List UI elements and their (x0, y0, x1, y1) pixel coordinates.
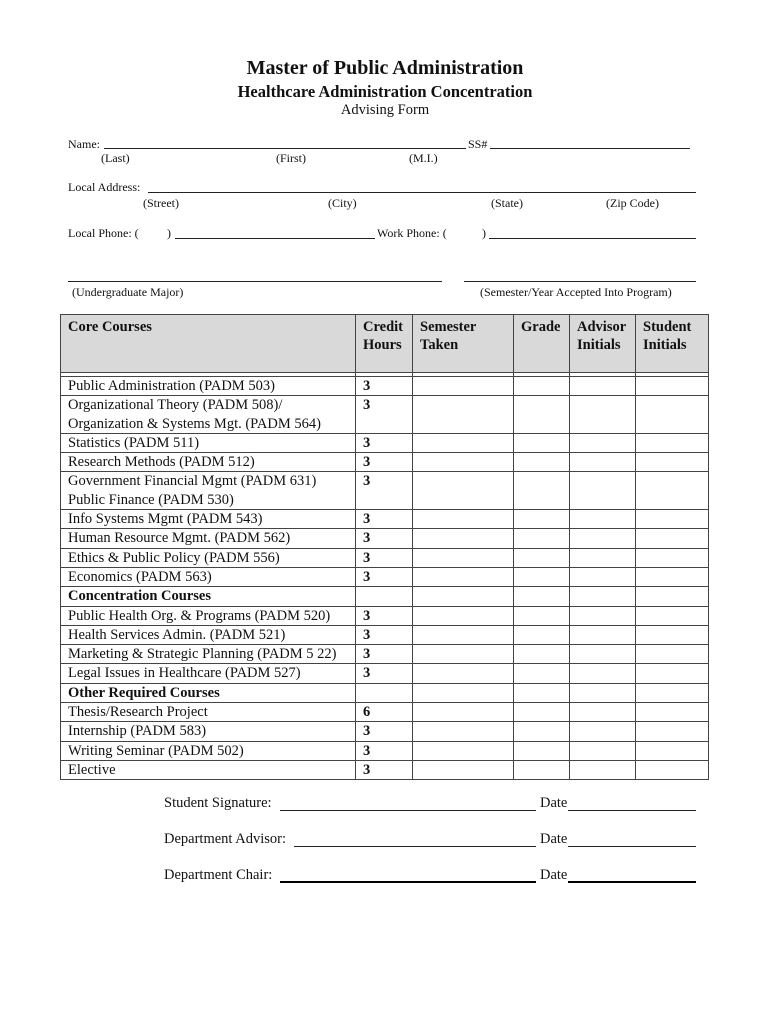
grade-cell[interactable] (514, 645, 570, 664)
semester-taken-cell[interactable] (413, 703, 514, 722)
credit-hours-cell: 3 (356, 606, 413, 625)
table-row (61, 760, 709, 779)
student-initials-cell[interactable] (636, 645, 709, 664)
table-row (61, 741, 709, 760)
semester-taken-cell[interactable] (413, 472, 514, 510)
semester-taken-cell[interactable] (413, 645, 514, 664)
header-advisor-initials: Advisor Initials (570, 315, 636, 373)
course-name: Public Health Org. & Programs (PADM 520) (61, 606, 356, 625)
course-name: Marketing & Strategic Planning (PADM 5 22) (61, 645, 356, 664)
student-initials-cell[interactable] (636, 741, 709, 760)
credit-hours-cell: 3 (356, 396, 413, 434)
grade-cell[interactable] (514, 548, 570, 567)
course-name: Elective (61, 760, 356, 779)
grade-cell[interactable] (514, 760, 570, 779)
advisor-initials-cell[interactable] (570, 741, 636, 760)
semester-taken-cell[interactable] (413, 377, 514, 396)
student-initials-cell (636, 587, 709, 606)
student-initials-cell[interactable] (636, 510, 709, 529)
grade-cell[interactable] (514, 625, 570, 644)
grade-cell[interactable] (514, 741, 570, 760)
header-student-initials: Student Initials (636, 315, 709, 373)
advisor-initials-cell[interactable] (570, 396, 636, 434)
advisor-initials-cell (570, 587, 636, 606)
advisor-initials-cell[interactable] (570, 645, 636, 664)
course-name: Economics (PADM 563) (61, 567, 356, 586)
course-name: Organizational Theory (PADM 508)/ Organization & Systems Mgt. (PADM 564) (61, 396, 356, 434)
course-name: Legal Issues in Healthcare (PADM 527) (61, 664, 356, 683)
semester-taken-cell[interactable] (413, 510, 514, 529)
table-row (61, 664, 709, 683)
table-row (61, 645, 709, 664)
student-initials-cell[interactable] (636, 625, 709, 644)
advisor-initials-cell[interactable] (570, 510, 636, 529)
semester-taken-cell[interactable] (413, 433, 514, 452)
semester-accepted-field[interactable] (464, 281, 696, 282)
course-table (60, 314, 709, 780)
table-row (61, 703, 709, 722)
credit-hours-cell: 3 (356, 472, 413, 510)
grade-cell[interactable] (514, 453, 570, 472)
table-row (61, 625, 709, 644)
advisor-signature-field[interactable] (294, 846, 536, 847)
grade-cell[interactable] (514, 472, 570, 510)
work-phone-field[interactable] (489, 238, 696, 239)
state-sublabel: (State) (491, 196, 523, 210)
mi-sublabel: (M.I.) (409, 151, 438, 165)
course-name: Writing Seminar (PADM 502) (61, 741, 356, 760)
table-row (61, 567, 709, 586)
student-initials-cell[interactable] (636, 472, 709, 510)
work-phone-close: ) (482, 226, 486, 240)
city-sublabel: (City) (328, 196, 357, 210)
header-grade: Grade (514, 315, 570, 373)
grade-cell[interactable] (514, 396, 570, 434)
advisor-date-label: Date (540, 831, 568, 847)
chair-signature-field[interactable] (280, 881, 536, 883)
advisor-date-field[interactable] (568, 846, 696, 847)
course-name: Ethics & Public Policy (PADM 556) (61, 548, 356, 567)
credit-hours-cell: 3 (356, 567, 413, 586)
header-semester-taken: Semester Taken (413, 315, 514, 373)
local-phone-label: Local Phone: ( (68, 226, 139, 240)
credit-hours-cell: 3 (356, 510, 413, 529)
credit-hours-cell: 6 (356, 703, 413, 722)
local-phone-field[interactable] (175, 238, 375, 239)
credit-hours-cell: 3 (356, 529, 413, 548)
table-row (61, 472, 709, 510)
first-sublabel: (First) (276, 151, 306, 165)
semester-taken-cell[interactable] (413, 722, 514, 741)
credit-hours-cell: 3 (356, 722, 413, 741)
grade-cell[interactable] (514, 510, 570, 529)
last-sublabel: (Last) (101, 151, 130, 165)
credit-hours-cell (356, 683, 413, 702)
grade-cell[interactable] (514, 703, 570, 722)
advisor-initials-cell[interactable] (570, 625, 636, 644)
student-signature-label: Student Signature: (164, 795, 272, 811)
zip-sublabel: (Zip Code) (606, 196, 659, 210)
advisor-initials-cell[interactable] (570, 567, 636, 586)
credit-hours-cell (356, 587, 413, 606)
advisor-initials-cell[interactable] (570, 377, 636, 396)
address-label: Local Address: (68, 180, 141, 194)
credit-hours-cell: 3 (356, 377, 413, 396)
credit-hours-cell: 3 (356, 548, 413, 567)
course-table-body (61, 373, 709, 780)
student-initials-cell[interactable] (636, 760, 709, 779)
advisor-initials-cell[interactable] (570, 760, 636, 779)
chair-date-label: Date (540, 867, 568, 883)
student-initials-cell[interactable] (636, 396, 709, 434)
course-name: Thesis/Research Project (61, 703, 356, 722)
semester-taken-cell[interactable] (413, 625, 514, 644)
student-initials-cell[interactable] (636, 433, 709, 452)
chair-signature-label: Department Chair: (164, 867, 273, 883)
credit-hours-cell: 3 (356, 433, 413, 452)
name-field[interactable] (104, 148, 466, 149)
advisor-initials-cell[interactable] (570, 722, 636, 741)
course-name: Health Services Admin. (PADM 521) (61, 625, 356, 644)
table-header-row (61, 315, 709, 373)
semester-taken-cell[interactable] (413, 606, 514, 625)
table-row (61, 453, 709, 472)
student-initials-cell[interactable] (636, 377, 709, 396)
table-row (61, 433, 709, 452)
semester-taken-cell[interactable] (413, 548, 514, 567)
advisor-initials-cell[interactable] (570, 548, 636, 567)
grade-cell[interactable] (514, 567, 570, 586)
credit-hours-cell: 3 (356, 741, 413, 760)
advisor-initials-cell[interactable] (570, 433, 636, 452)
ss-field[interactable] (490, 148, 690, 149)
table-row (61, 548, 709, 567)
ss-label: SS# (468, 137, 488, 151)
student-initials-cell[interactable] (636, 722, 709, 741)
semester-taken-cell[interactable] (413, 741, 514, 760)
name-label: Name: (68, 137, 100, 151)
course-name: Info Systems Mgmt (PADM 543) (61, 510, 356, 529)
form-title: Master of Public Administration (246, 57, 524, 79)
table-row (61, 722, 709, 741)
grade-cell[interactable] (514, 377, 570, 396)
grade-cell[interactable] (514, 433, 570, 452)
student-initials-cell[interactable] (636, 606, 709, 625)
address-field[interactable] (148, 192, 696, 193)
table-row (61, 396, 709, 434)
advisor-signature-label: Department Advisor: (164, 831, 287, 847)
credit-hours-cell: 3 (356, 453, 413, 472)
section-heading: Other Required Courses (61, 683, 356, 702)
advisor-initials-cell[interactable] (570, 703, 636, 722)
semester-taken-cell[interactable] (413, 567, 514, 586)
semester-taken-cell[interactable] (413, 453, 514, 472)
credit-hours-cell: 3 (356, 760, 413, 779)
form-subtitle: Healthcare Administration Concentration (237, 82, 533, 101)
semester-taken-cell[interactable] (413, 529, 514, 548)
semester-accepted-label: (Semester/Year Accepted Into Program) (480, 285, 672, 299)
student-initials-cell[interactable] (636, 548, 709, 567)
credit-hours-cell: 3 (356, 625, 413, 644)
semester-taken-cell[interactable] (413, 760, 514, 779)
table-row (61, 606, 709, 625)
course-name: Statistics (PADM 511) (61, 433, 356, 452)
street-sublabel: (Street) (143, 196, 179, 210)
student-initials-cell (636, 683, 709, 702)
student-date-field[interactable] (568, 810, 696, 811)
course-name: Research Methods (PADM 512) (61, 453, 356, 472)
student-initials-cell[interactable] (636, 529, 709, 548)
student-initials-cell[interactable] (636, 664, 709, 683)
grade-cell[interactable] (514, 722, 570, 741)
grade-cell[interactable] (514, 529, 570, 548)
course-name: Human Resource Mgmt. (PADM 562) (61, 529, 356, 548)
course-name: Public Administration (PADM 503) (61, 377, 356, 396)
student-initials-cell[interactable] (636, 567, 709, 586)
advisor-initials-cell[interactable] (570, 453, 636, 472)
form-name: Advising Form (340, 102, 430, 118)
table-row (61, 529, 709, 548)
section-row (61, 587, 709, 606)
student-date-label: Date (540, 795, 568, 811)
grade-cell[interactable] (514, 664, 570, 683)
student-signature-field[interactable] (280, 810, 536, 811)
semester-taken-cell[interactable] (413, 396, 514, 434)
credit-hours-cell: 3 (356, 664, 413, 683)
header-core-courses: Core Courses (61, 315, 356, 373)
credit-hours-cell: 3 (356, 645, 413, 664)
advisor-initials-cell (570, 683, 636, 702)
section-heading: Concentration Courses (61, 587, 356, 606)
grade-cell (514, 587, 570, 606)
undergrad-major-field[interactable] (68, 281, 442, 282)
semester-taken-cell (413, 587, 514, 606)
grade-cell[interactable] (514, 606, 570, 625)
student-initials-cell[interactable] (636, 453, 709, 472)
table-row (61, 510, 709, 529)
local-phone-close: ) (167, 226, 171, 240)
table-row (61, 377, 709, 396)
advisor-initials-cell[interactable] (570, 606, 636, 625)
chair-date-field[interactable] (568, 881, 696, 883)
course-name: Internship (PADM 583) (61, 722, 356, 741)
work-phone-label: Work Phone: ( (377, 226, 447, 240)
undergrad-major-label: (Undergraduate Major) (72, 285, 184, 299)
section-row (61, 683, 709, 702)
advisor-initials-cell[interactable] (570, 664, 636, 683)
semester-taken-cell (413, 683, 514, 702)
course-name: Government Financial Mgmt (PADM 631) Public Finance (PADM 530) (61, 472, 356, 510)
semester-taken-cell[interactable] (413, 664, 514, 683)
grade-cell (514, 683, 570, 702)
advisor-initials-cell[interactable] (570, 529, 636, 548)
header-credit-hours: Credit Hours (356, 315, 413, 373)
advisor-initials-cell[interactable] (570, 472, 636, 510)
student-initials-cell[interactable] (636, 703, 709, 722)
